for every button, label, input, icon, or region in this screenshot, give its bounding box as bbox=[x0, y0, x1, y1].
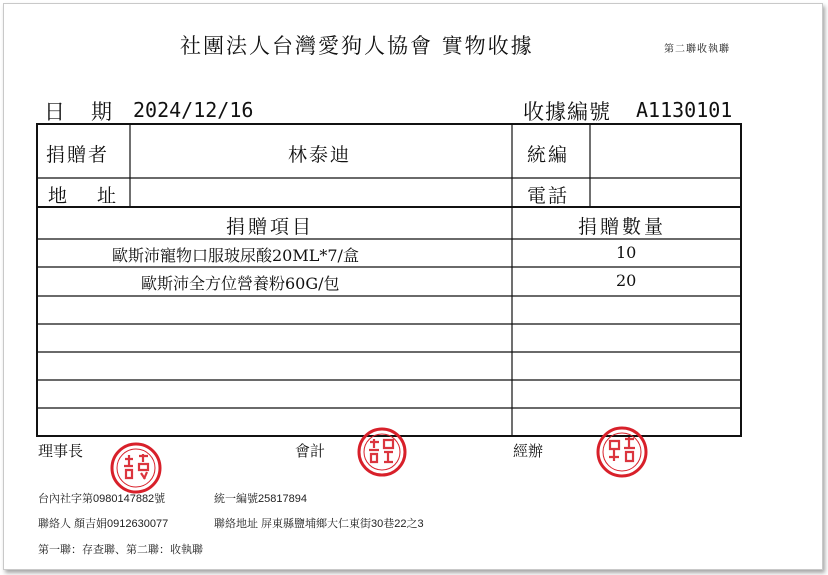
phone-label: 電話 bbox=[527, 185, 570, 207]
handler-seal-stamp bbox=[594, 424, 650, 480]
item-row-2-qty: 20 bbox=[616, 271, 637, 290]
contact-person: 聯絡人 顏吉娟0912630077 bbox=[38, 518, 169, 530]
receipt-number-label: 收據編號 bbox=[523, 100, 611, 124]
receipt-title: 社團法人台灣愛狗人協會 實物收據 bbox=[180, 34, 534, 58]
chairman-seal-stamp bbox=[108, 440, 164, 496]
item-row-1-qty: 10 bbox=[616, 243, 637, 262]
items-header-qty: 捐贈數量 bbox=[578, 216, 667, 238]
items-header-item: 捐贈項目 bbox=[226, 216, 315, 238]
address-label: 地址 bbox=[48, 185, 147, 207]
item-row-2-name: 歐斯沛全方位營養粉60G/包 bbox=[141, 274, 340, 293]
date-value: 2024/12/16 bbox=[133, 98, 254, 122]
item-row-1-name: 歐斯沛寵物口服玻尿酸20ML*7/盒 bbox=[112, 246, 359, 265]
date-label: 日期 bbox=[44, 100, 138, 124]
accountant-label: 會計 bbox=[295, 443, 326, 460]
handler-label: 經辦 bbox=[513, 443, 544, 460]
copy-note: 第二聯收執聯 bbox=[664, 44, 730, 55]
contact-address: 聯絡地址 屏東縣鹽埔鄉大仁東街30巷22之3 bbox=[214, 518, 424, 530]
unified-number: 統一編號25817894 bbox=[214, 493, 307, 505]
copies-note: 第一聯：存查聯、第二聯：收執聯 bbox=[38, 544, 203, 556]
registration-number: 台內社字第0980147882號 bbox=[38, 493, 166, 505]
tax-id-label: 統編 bbox=[527, 144, 570, 166]
donor-label: 捐贈者 bbox=[46, 144, 110, 166]
chairman-label: 理事長 bbox=[38, 443, 84, 460]
donor-value: 林泰迪 bbox=[288, 144, 352, 166]
receipt-number-value: A1130101 bbox=[636, 98, 733, 122]
accountant-seal-stamp bbox=[356, 426, 408, 478]
